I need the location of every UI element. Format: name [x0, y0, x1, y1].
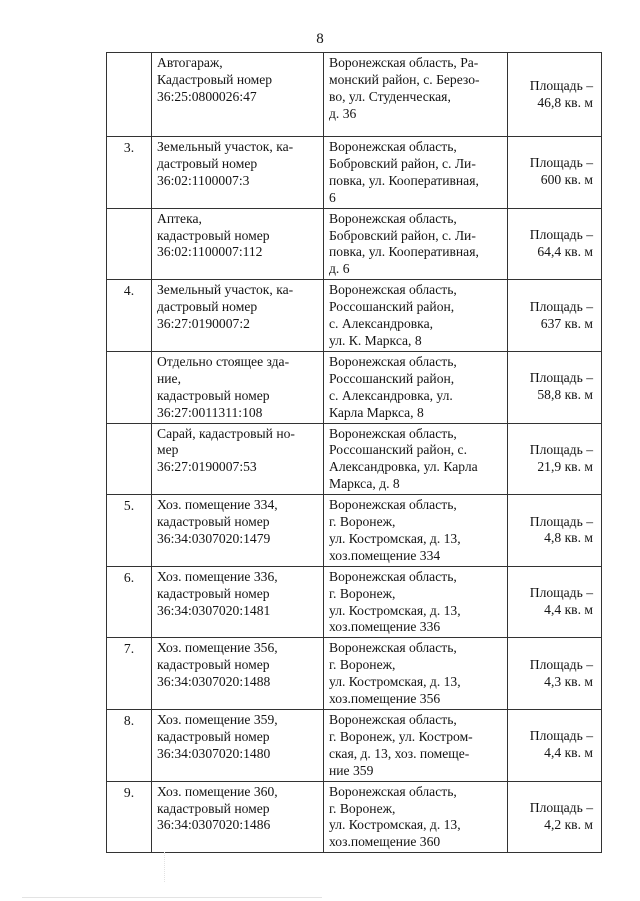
table-row — [107, 53, 602, 137]
object-area-line: 600 кв. м — [540, 172, 593, 188]
object-description-line: 36:34:0307020:1488 — [157, 674, 271, 690]
object-address-line: ул. Костромская, д. 13, — [329, 817, 461, 833]
row-number: 9. — [107, 781, 152, 853]
row-number: 4. — [107, 280, 152, 352]
object-area-line: 64,4 кв. м — [537, 243, 593, 259]
object-area-line: 21,9 кв. м — [537, 458, 593, 474]
object-area-line: 637 кв. м — [540, 315, 593, 331]
object-address-line: Россошанский район, с. — [329, 442, 467, 458]
object-address-line: ул. Костромская, д. 13, — [329, 674, 461, 690]
object-area — [508, 351, 602, 423]
object-area — [508, 137, 602, 209]
object-area — [508, 638, 602, 710]
table-row — [107, 781, 602, 853]
object-address-line: во, ул. Студенческая, — [329, 88, 451, 104]
object-address-line: г. Воронеж, — [329, 800, 396, 816]
object-area-line: 4,8 кв. м — [544, 530, 593, 546]
object-description — [152, 781, 324, 853]
object-description — [152, 280, 324, 352]
object-address-line: Воронежская область, — [329, 139, 457, 154]
object-address-line: Воронежская область, — [329, 425, 457, 441]
table-row — [107, 208, 602, 280]
object-address — [324, 137, 508, 209]
object-address-line: Россошанский район, — [329, 370, 455, 386]
object-description-line: кадастровый номер — [157, 585, 270, 601]
object-description-line: 36:34:0307020:1481 — [157, 602, 271, 618]
object-description-line: Автогараж, — [157, 55, 223, 70]
object-area-line: Площадь – — [529, 298, 593, 314]
object-description-line: 36:27:0190007:2 — [157, 316, 250, 332]
table-row — [107, 423, 602, 495]
row-number — [107, 423, 152, 495]
object-address-line: Воронежская область, — [329, 568, 457, 584]
object-address — [324, 208, 508, 280]
object-area — [508, 208, 602, 280]
object-address-line: 6 — [329, 189, 336, 205]
object-area-line: 58,8 кв. м — [537, 387, 593, 403]
object-address-line: ул. Костромская, д. 13, — [329, 530, 461, 546]
object-description-line: дастровый номер — [157, 299, 258, 315]
object-address-line: Воронежская область, — [329, 353, 457, 369]
object-area-line: 4,2 кв. м — [544, 816, 593, 832]
object-description — [152, 351, 324, 423]
object-address-line: Воронежская область, — [329, 210, 457, 226]
object-description-line: дастровый номер — [157, 155, 258, 171]
object-area-line: Площадь – — [529, 800, 593, 816]
object-address — [324, 566, 508, 638]
table-row — [107, 495, 602, 567]
object-description-line: кадастровый номер — [157, 387, 270, 403]
object-address-line: Воронежская область, — [329, 497, 457, 513]
object-description-line: 36:34:0307020:1486 — [157, 817, 271, 833]
object-description-line: 36:02:1100007:112 — [157, 244, 263, 260]
object-area-line: 4,3 кв. м — [544, 673, 593, 689]
object-address-line: Воронежская область, Ра- — [329, 55, 479, 70]
object-address-line: г. Воронеж, ул. Костром- — [329, 728, 473, 744]
object-address-line: хоз.помещение 334 — [329, 547, 441, 563]
table-row — [107, 638, 602, 710]
object-address-line: хоз.помещение 360 — [329, 834, 441, 850]
object-address-line: ул. Костромская, д. 13, — [329, 602, 461, 618]
table-row — [107, 280, 602, 352]
object-address-line: г. Воронеж, — [329, 657, 396, 673]
object-description-line: мер — [157, 442, 179, 458]
object-address — [324, 781, 508, 853]
object-area-line: Площадь – — [529, 728, 593, 744]
object-description-line: 36:25:0800026:47 — [157, 88, 257, 104]
row-number — [107, 208, 152, 280]
object-address-line: хоз.помещение 336 — [329, 619, 441, 635]
object-description — [152, 495, 324, 567]
object-address-line: с. Александровка, — [329, 316, 433, 332]
object-area — [508, 53, 602, 137]
object-area — [508, 495, 602, 567]
object-address-line: д. 36 — [329, 105, 357, 121]
object-area-line: Площадь – — [529, 513, 593, 529]
object-description — [152, 137, 324, 209]
table-row — [107, 351, 602, 423]
row-number: 5. — [107, 495, 152, 567]
object-address-line: ул. К. Маркса, 8 — [329, 332, 422, 348]
object-area-line: 46,8 кв. м — [537, 94, 593, 110]
row-number: 7. — [107, 638, 152, 710]
scan-mark — [164, 852, 166, 882]
object-description-line: Сарай, кадастровый но- — [157, 425, 295, 441]
object-description-line: ние, — [157, 370, 181, 386]
object-address — [324, 351, 508, 423]
row-number — [107, 351, 152, 423]
object-address-line: ние 359 — [329, 762, 374, 778]
object-area-line: Площадь – — [529, 441, 593, 457]
object-address-line: ская, д. 13, хоз. помеще- — [329, 745, 470, 761]
object-area-line: Площадь – — [529, 585, 593, 601]
object-description-line: Отдельно стоящее зда- — [157, 353, 290, 369]
object-description-line: 36:34:0307020:1480 — [157, 745, 271, 761]
object-description-line: 36:27:0011311:108 — [157, 404, 263, 420]
table-row — [107, 566, 602, 638]
object-description-line: Хоз. помещение 334, — [157, 497, 278, 513]
object-area-line: Площадь – — [529, 227, 593, 243]
object-address-line: Маркса, д. 8 — [329, 476, 400, 492]
object-address-line: повка, ул. Кооперативная, — [329, 244, 479, 260]
object-area-line: Площадь – — [529, 656, 593, 672]
object-address — [324, 280, 508, 352]
object-address-line: с. Александровка, ул. — [329, 387, 453, 403]
object-address-line: повка, ул. Кооперативная, — [329, 172, 479, 188]
object-area-line: 4,4 кв. м — [544, 745, 593, 761]
object-address-line: Бобровский район, с. Ли- — [329, 227, 476, 243]
object-description — [152, 638, 324, 710]
object-description — [152, 208, 324, 280]
property-table-body — [107, 53, 602, 853]
object-address-line: монский район, с. Березо- — [329, 71, 480, 87]
row-number: 3. — [107, 137, 152, 209]
object-address-line: Карла Маркса, 8 — [329, 404, 424, 420]
object-area — [508, 423, 602, 495]
table-row — [107, 137, 602, 209]
object-address-line: Воронежская область, — [329, 712, 457, 727]
object-address-line: Воронежская область, — [329, 783, 457, 799]
object-description-line: Аптека, — [157, 210, 202, 226]
object-address-line: Россошанский район, — [329, 299, 455, 315]
object-description-line: 36:27:0190007:53 — [157, 459, 257, 475]
object-description-line: Кадастровый номер — [157, 71, 273, 87]
object-address — [324, 710, 508, 782]
table-row — [107, 710, 602, 782]
object-area — [508, 566, 602, 638]
object-address-line: хоз.помещение 356 — [329, 691, 441, 707]
object-address-line: Александровка, ул. Карла — [329, 459, 478, 475]
object-description — [152, 566, 324, 638]
object-area-line: 4,4 кв. м — [544, 602, 593, 618]
object-description-line: Хоз. помещение 356, — [157, 640, 278, 656]
object-area-line: Площадь – — [529, 370, 593, 386]
object-description — [152, 53, 324, 137]
object-area — [508, 781, 602, 853]
row-number — [107, 53, 152, 137]
object-description-line: 36:34:0307020:1479 — [157, 530, 271, 546]
object-address — [324, 495, 508, 567]
object-address-line: Бобровский район, с. Ли- — [329, 155, 476, 171]
object-address-line: г. Воронеж, — [329, 514, 396, 530]
object-address — [324, 638, 508, 710]
object-area-line: Площадь – — [529, 155, 593, 171]
object-description-line: Хоз. помещение 336, — [157, 568, 278, 584]
row-number: 6. — [107, 566, 152, 638]
property-table — [106, 52, 602, 853]
object-address-line: д. 6 — [329, 261, 350, 277]
object-description-line: 36:02:1100007:3 — [157, 172, 250, 188]
object-description — [152, 710, 324, 782]
page-number: 8 — [316, 31, 324, 47]
object-description-line: кадастровый номер — [157, 227, 270, 243]
footer-rule — [22, 897, 322, 898]
object-description-line: кадастровый номер — [157, 657, 270, 673]
object-area — [508, 710, 602, 782]
row-number: 8. — [107, 710, 152, 782]
object-description-line: Хоз. помещение 360, — [157, 783, 278, 799]
object-address-line: Воронежская область, — [329, 640, 457, 656]
object-description — [152, 423, 324, 495]
object-description-line: Хоз. помещение 359, — [157, 712, 278, 727]
object-address — [324, 53, 508, 137]
object-address — [324, 423, 508, 495]
object-description-line: кадастровый номер — [157, 514, 270, 530]
object-address-line: Воронежская область, — [329, 282, 457, 298]
object-area-line: Площадь – — [529, 77, 593, 93]
object-area — [508, 280, 602, 352]
object-address-line: г. Воронеж, — [329, 585, 396, 601]
object-description-line: Земельный участок, ка- — [157, 282, 294, 298]
object-description-line: кадастровый номер — [157, 728, 270, 744]
object-description-line: кадастровый номер — [157, 800, 270, 816]
object-description-line: Земельный участок, ка- — [157, 139, 294, 154]
